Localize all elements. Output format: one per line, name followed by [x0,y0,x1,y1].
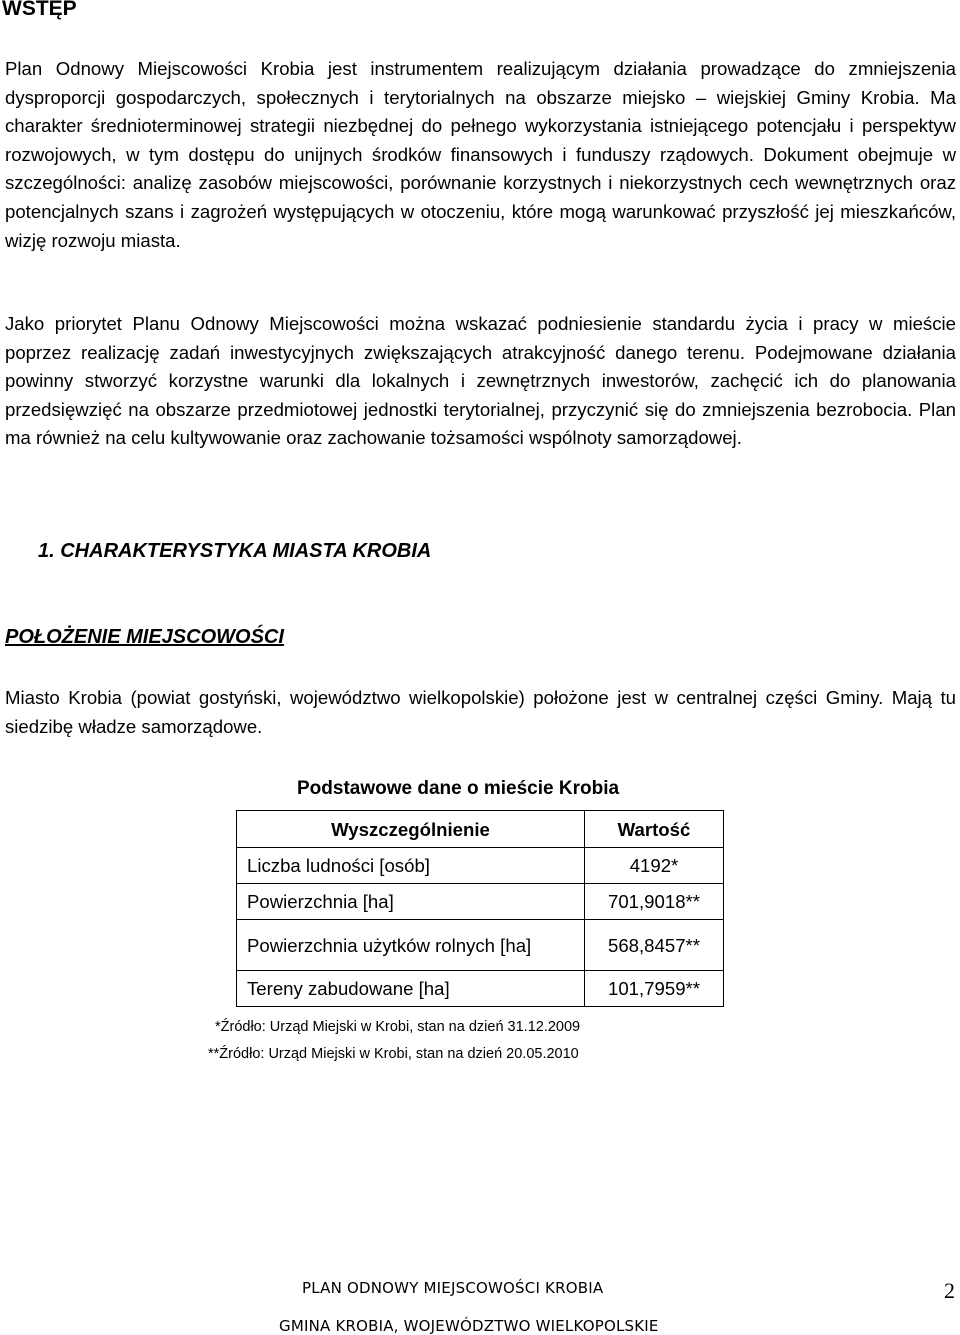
table-cell-name: Liczba ludności [osób] [237,848,585,884]
table-row [237,848,724,884]
table-cell-value: 4192* [585,848,724,884]
footer-subtitle: GMINA KROBIA, WOJEWÓDZTWO WIELKOPOLSKIE [279,1317,659,1335]
page-number: 2 [944,1278,955,1303]
section-title: 1. CHARAKTERYSTYKA MIASTA KROBIA [38,540,432,562]
intro-paragraph-2: Jako priorytet Planu Odnowy Miejscowości można wskazać podniesienie standardu życia i pracy w mieście poprzez realizację zadań inwestycyjnych zwiększających atrakcyjność danego terenu. Podejmowane działania powinny stworzyć korzystne warunki dla lokalnych i zewnętrznych inwestorów, zachęcić ich do planowania przedsięwzięć na obszarze przedmiotowej jednostki terytorialnej, przyczynić się do zmniejszenia bezrobocia. Plan ma również na celu kultywowanie oraz zachowanie tożsamości wspólnoty samorządowej. [5,313,956,449]
table-cell-value: 101,7959** [585,971,724,1007]
intro-paragraph-1: Plan Odnowy Miejscowości Krobia jest instrumentem realizującym działania prowadzące do zmniejszenia dysproporcji gospodarczych, społecznych i terytorialnych na obszarze miejsko – wiejskiej Gminy Krobia. Ma charakter średnioterminowej strategii niezbędnej do pełnego wykorzystania istniejącego potencjału i perspektyw rozwojowych, w tym dostępu do unijnych środków finansowych i funduszy rządowych. Dokument obejmuje w szczególności: analizę zasobów miejscowości, porównanie korzystnych i niekorzystnych cech wewnętrznych oraz potencjalnych szans i zagrożeń występujących w otoczeniu, które mogą warunkować przyszłość jej mieszkańców, wizję rozwoju miasta. [5,58,956,251]
table-caption: Podstawowe dane o mieście Krobia [297,778,620,799]
table-header-row [237,811,724,848]
footnote: *Źródło: Urząd Miejski w Krobi, stan na dzień 31.12.2009 [215,1019,581,1035]
section-subtitle: POŁOŻENIE MIEJSCOWOŚCI [5,626,284,648]
table-row [237,884,724,920]
table-header-cell: Wartość [585,811,724,848]
table-header-cell: Wyszczególnienie [237,811,585,848]
table-cell-name: Powierzchnia użytków rolnych [ha] [237,920,585,971]
table-row [237,920,724,971]
location-paragraph: Miasto Krobia (powiat gostyński, województwo wielkopolskie) położone jest w centralnej części Gminy. Mają tu siedzibę władze samorządowe. [5,687,956,737]
table-cell-name: Powierzchnia [ha] [237,884,585,920]
footnote: **Źródło: Urząd Miejski w Krobi, stan na dzień 20.05.2010 [208,1046,579,1062]
table-cell-value: 568,8457** [585,920,724,971]
table-row [237,971,724,1007]
table-cell-value: 701,9018** [585,884,724,920]
data-table [236,810,724,1007]
footer-title: PLAN ODNOWY MIEJSCOWOŚCI KROBIA [302,1279,604,1297]
page-heading: WSTĘP [2,0,77,20]
table-cell-name: Tereny zabudowane [ha] [237,971,585,1007]
